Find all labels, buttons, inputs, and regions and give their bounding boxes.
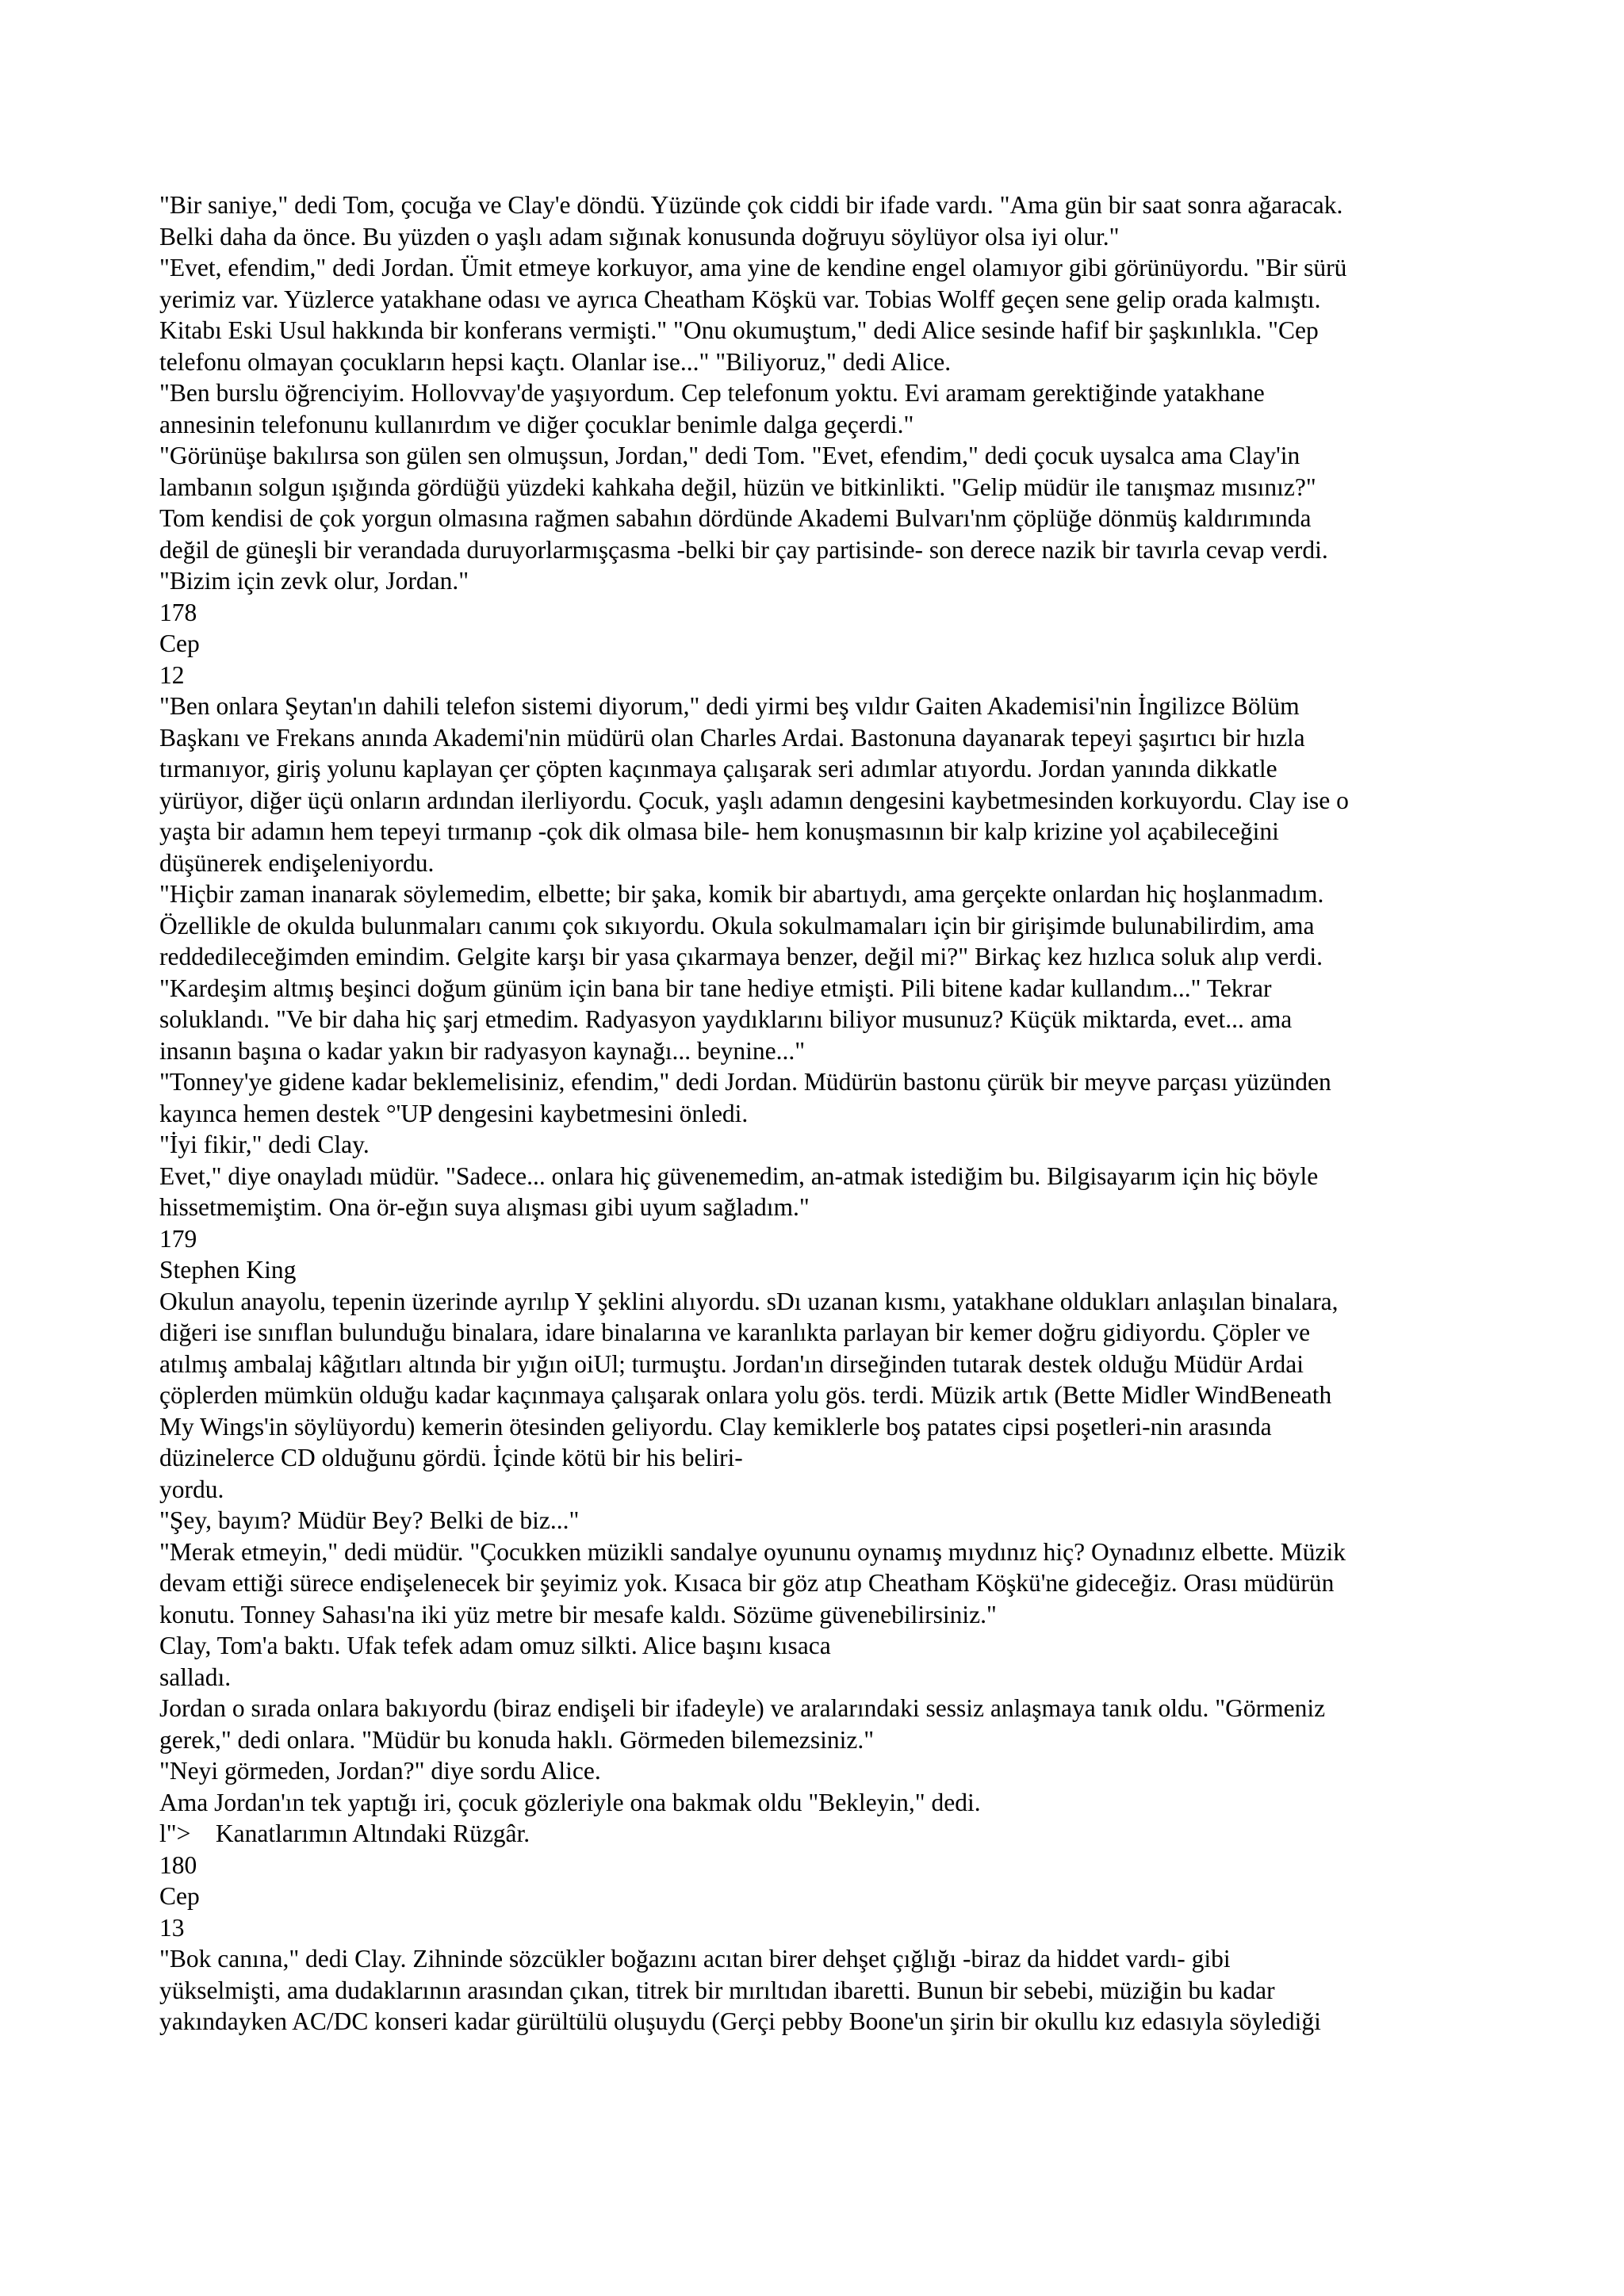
text-line: gerek," dedi onlara. "Müdür bu konuda haklı. Görmeden bilemezsiniz." bbox=[159, 1725, 875, 1754]
text-line: devam ettiği sürece endişelenecek bir şeyimiz yok. Kısaca bir göz atıp Cheatham Köşkü'ne gideceğiz. Orası müdürün bbox=[159, 1569, 1335, 1597]
text-line: 12 bbox=[159, 660, 185, 689]
text-line: hissetmemiştim. Ona ör-eğın suya alışması gibi uyum sağladım." bbox=[159, 1193, 810, 1221]
text-line: Ama Jordan'ın tek yaptığı iri, çocuk gözleriyle ona bakmak oldu "Bekleyin," dedi. bbox=[159, 1788, 981, 1816]
text-line: "Bir saniye," dedi Tom, çocuğa ve Clay'e döndü. Yüzünde çok ciddi bir ifade vardı. "Ama gün bir saat sonra ağaracak. bbox=[159, 191, 1343, 219]
text-line: Stephen King bbox=[159, 1256, 297, 1284]
text-line: l"> Kanatlarımın Altındaki Rüzgâr. bbox=[159, 1820, 530, 1847]
text-line: yürüyor, diğer üçü onların ardından ilerliyordu. Çocuk, yaşlı adamın dengesini kaybetmesinden korkuyordu. Clay ise o bbox=[159, 786, 1349, 814]
text-line: "Ben onlara Şeytan'ın dahili telefon sistemi diyorum," dedi yirmi beş vıldır Gaiten Akademisi'nin İngilizce Bölüm bbox=[159, 692, 1300, 720]
text-line: "Ben burslu öğrenciyim. Hollovvay'de yaşıyordum. Cep telefonum yoktu. Evi aramam gerektiğinde yatakhane bbox=[159, 379, 1265, 407]
text-line: "Hiçbir zaman inanarak söylemedim, elbette; bir şaka, komik bir abartıydı, ama gerçekte onlardan hiç hoşlanmadım. bbox=[159, 880, 1324, 908]
text-line: 180 bbox=[159, 1850, 197, 1879]
text-line: yordu. bbox=[159, 1475, 224, 1503]
text-line: tırmanıyor, giriş yolunu kaplayan çer çöpten kaçınmaya çalışarak seri adımlar atıyordu. Jordan yanında dikkatle bbox=[159, 755, 1277, 783]
text-line: annesinin telefonunu kullanırdım ve diğer çocuklar benimle dalga geçerdi." bbox=[159, 410, 914, 438]
text-line: insanın başına o kadar yakın bir radyasyon kaynağı... beynine..." bbox=[159, 1036, 806, 1065]
text-line: konutu. Tonney Sahası'na iki yüz metre bir mesafe kaldı. Sözüme güvenebilirsiniz." bbox=[159, 1600, 997, 1628]
text-line: Özellikle de okulda bulunmaları canımı çok sıkıyordu. Okula sokulmamaları için bir girişimde bulunabilirdim, ama bbox=[159, 911, 1315, 939]
text-line: soluklandı. "Ve bir daha hiç şarj etmedim. Radyasyon yaydıklarını biliyor musunuz? Küçük miktarda, evet... ama bbox=[159, 1005, 1293, 1033]
text-line: telefonu olmayan çocukların hepsi kaçtı. Olanlar ise..." "Biliyoruz," dedi Alice. bbox=[159, 347, 952, 376]
text-line: yakındayken AC/DC konseri kadar gürültülü oluşuydu (Gerçi pebby Boone'un şirin bir okullu kız edasıyla söylediği bbox=[159, 2007, 1321, 2035]
text-line: "Neyi görmeden, Jordan?" diye sordu Alice. bbox=[159, 1757, 601, 1785]
text-line: "Bizim için zevk olur, Jordan." bbox=[159, 567, 469, 595]
text-line: Jordan o sırada onlara bakıyordu (biraz endişeli bir ifadeyle) ve aralarındaki sessiz anlaşmaya tanık oldu. "Görmeniz bbox=[159, 1694, 1326, 1722]
document-page bbox=[159, 189, 1480, 2038]
text-line: Kitabı Eski Usul hakkında bir konferans vermişti." "Onu okumuştum," dedi Alice sesinde hafif bir şaşkınlıkla. "Cep bbox=[159, 316, 1319, 344]
text-line: Tom kendisi de çok yorgun olmasına rağmen sabahın dördünde Akademi Bulvarı'nm çöplüğe dönmüş kaldırımında bbox=[159, 504, 1312, 532]
text-line: 178 bbox=[159, 598, 197, 626]
text-line: yerimiz var. Yüzlerce yatakhane odası ve ayrıca Cheatham Köşkü var. Tobias Wolff geçen sene gelip orada kalmıştı. bbox=[159, 285, 1321, 313]
text-line: yükselmişti, ama dudaklarının arasından çıkan, titrek bir mırıltıdan ibaretti. Bunun bir sebebi, müziğin bu kadar bbox=[159, 1976, 1275, 2004]
text-line: düzinelerce CD olduğunu gördü. İçinde kötü bir his beliri- bbox=[159, 1444, 743, 1471]
text-line: "Merak etmeyin," dedi müdür. "Çocukken müzikli sandalye oyununu oynamış mıydınız hiç? Oynadınız elbette. Müzik bbox=[159, 1537, 1346, 1566]
text-line: çöplerden mümkün olduğu kadar kaçınmaya çalışarak onlara yolu gös. terdi. Müzik artık (Bette Midler WindBeneath bbox=[159, 1381, 1332, 1409]
text-line: My Wings'in söylüyordu) kemerin ötesinden geliyordu. Clay kemiklerle boş patates cipsi poşetleri-nin arasında bbox=[159, 1412, 1272, 1441]
text-line: Cep bbox=[159, 629, 200, 657]
text-line: Başkanı ve Frekans anında Akademi'nin müdürü olan Charles Ardai. Bastonuna dayanarak tepeyi şaşırtıcı bir hızla bbox=[159, 723, 1305, 752]
text-line: "Tonney'ye gidene kadar beklemelisiniz, efendim," dedi Jordan. Müdürün bastonu çürük bir meyve parçası yüzünden bbox=[159, 1068, 1331, 1096]
text-line: Clay, Tom'a baktı. Ufak tefek adam omuz silkti. Alice başını kısaca bbox=[159, 1632, 831, 1659]
text-line: reddedileceğimden emindim. Gelgite karşı bir yasa çıkarmaya benzer, değil mi?" Birkaç kez hızlıca soluk alıp verdi. bbox=[159, 943, 1323, 970]
text-line: "Kardeşim altmış beşinci doğum günüm için bana bir tane hediye etmişti. Pili bitene kadar kullandım..." Tekrar bbox=[159, 974, 1272, 1002]
text-line: "Evet, efendim," dedi Jordan. Ümit etmeye korkuyor, ama yine de kendine engel olamıyor gibi görünüyordu. "Bir sürü bbox=[159, 254, 1347, 281]
text-line: değil de güneşli bir verandada duruyorlarmışçasma -belki bir çay partisinde- son derece nazik bir tavırla cevap verdi. bbox=[159, 535, 1328, 564]
text-line: kayınca hemen destek °'UP dengesini kaybetmesini önledi. bbox=[159, 1099, 749, 1127]
text-line: "İyi fikir," dedi Clay. bbox=[159, 1131, 370, 1158]
text-line: düşünerek endişeleniyordu. bbox=[159, 848, 435, 877]
text-line: diğeri ise sınıflan bulunduğu binalara, idare binalarına ve karanlıkta parlayan bir kemer doğru gidiyordu. Çöpler ve bbox=[159, 1318, 1311, 1346]
text-line: atılmış ambalaj kâğıtları altında bir yığın oiUl; turmuştu. Jordan'ın dirseğinden tutarak destek olduğu Müdür Ardai bbox=[159, 1349, 1304, 1378]
text-line: "Görünüşe bakılırsa son gülen sen olmuşsun, Jordan," dedi Tom. "Evet, efendim," dedi çocuk uysalca ama Clay'in bbox=[159, 442, 1300, 469]
text-line: 179 bbox=[159, 1224, 197, 1253]
text-line: Okulun anayolu, tepenin üzerinde ayrılıp Y şeklini alıyordu. sDı uzanan kısmı, yatakhane oldukları anlaşılan binalara, bbox=[159, 1287, 1339, 1315]
text-line: yaşta bir adamın hem tepeyi tırmanıp -çok dik olmasa bile- hem konuşmasının bir kalp krizine yol açabileceğini bbox=[159, 817, 1279, 845]
text-line: salladı. bbox=[159, 1663, 232, 1691]
text-line: lambanın solgun ışığında gördüğü yüzdeki kahkaha değil, hüzün ve bitkinlikti. "Gelip müdür ile tanışmaz mısınız?" bbox=[159, 473, 1316, 501]
text-line: "Bok canına," dedi Clay. Zihninde sözcükler boğazını acıtan birer dehşet çığlığı -biraz da hiddet vardı- gibi bbox=[159, 1945, 1231, 1973]
text-line: "Şey, bayım? Müdür Bey? Belki de biz..." bbox=[159, 1506, 580, 1534]
text-line: Cep bbox=[159, 1882, 200, 1910]
text-line: Belki daha da önce. Bu yüzden o yaşlı adam sığınak konusunda doğruyu söylüyor olsa iyi olur." bbox=[159, 222, 1120, 251]
text-line: Evet," diye onayladı müdür. "Sadece... onlara hiç güvenemedim, an-atmak istediğim bu. Bilgisayarım için hiç böyle bbox=[159, 1161, 1319, 1190]
text-line: 13 bbox=[159, 1913, 185, 1942]
